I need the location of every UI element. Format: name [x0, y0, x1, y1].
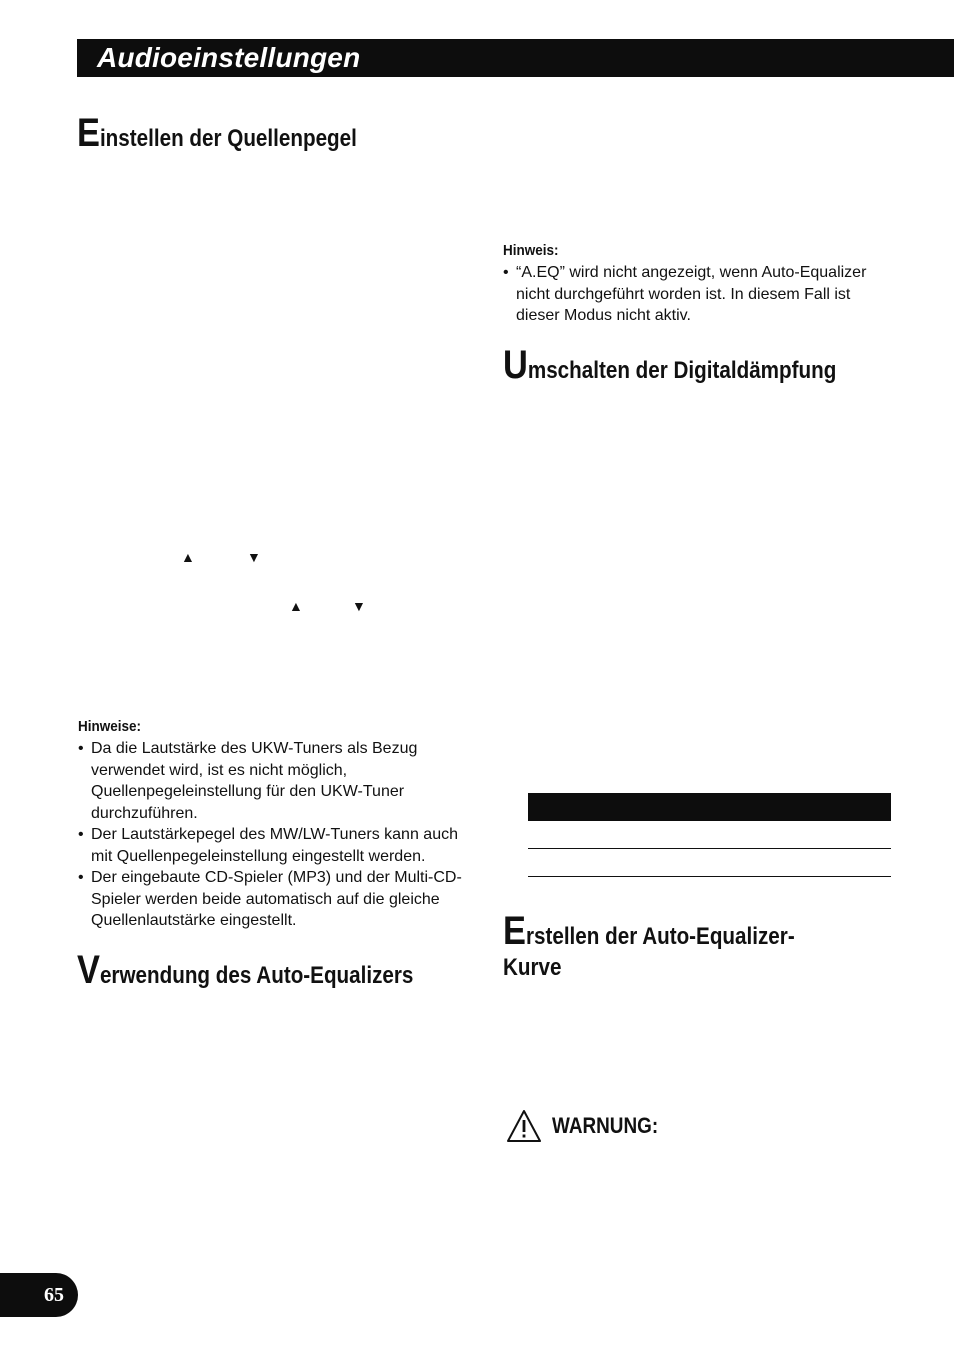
heading-text: Kurve: [503, 954, 562, 981]
heading-initial: V: [77, 948, 100, 992]
up-arrow-icon: ▲: [289, 598, 303, 614]
down-arrow-icon: ▼: [352, 598, 366, 614]
heading-initial: E: [503, 909, 526, 953]
notes-left-list: [78, 738, 470, 932]
heading-text: mschalten der Digitaldämpfung: [527, 357, 837, 384]
note-right-label: Hinweis:: [503, 242, 559, 259]
heading-text: erwendung des Auto-Equalizers: [99, 962, 414, 989]
up-arrow-icon: ▲: [181, 549, 195, 565]
warning: [506, 1108, 675, 1144]
section-heading-auto-equalizer-kurve: [503, 909, 795, 954]
heading-text: instellen der Quellenpegel: [99, 125, 357, 152]
header-bar: [77, 39, 954, 77]
warning-label: WARNUNG:: [552, 1113, 659, 1138]
warning-triangle-icon: [506, 1109, 542, 1143]
section-heading-auto-equalizer: [77, 948, 414, 993]
note-right-list: [503, 262, 883, 327]
list-item: • Da die Lautstärke des UKW-Tuners als Bezug verwendet wird, ist es nicht möglich, Quellenpegeleinstellung für den UKW-Tuner durchzuführen.: [78, 738, 470, 824]
section-heading-quellenpegel: [77, 111, 357, 156]
list-item: • Der eingebaute CD-Spieler (MP3) und der Multi-CD-Spieler werden beide automatisch auf die gleiche Quellenlautstärke eingestellt.: [78, 867, 470, 932]
page-number-tab: [0, 1273, 78, 1317]
table-divider: [528, 876, 891, 877]
heading-text: rstellen der Auto-Equalizer-: [525, 923, 795, 950]
notes-left-label: Hinweise:: [78, 718, 142, 735]
page-title: Audioeinstellungen: [97, 42, 361, 73]
table-divider: [528, 848, 891, 849]
heading-initial: E: [77, 111, 100, 155]
section-heading-line2: [503, 951, 562, 985]
down-arrow-icon: ▼: [247, 549, 261, 565]
section-heading-digitaldaempfung: [503, 343, 837, 388]
list-item: • Der Lautstärkepegel des MW/LW-Tuners kann auch mit Quellenpegeleinstellung eingestellt werden.: [78, 824, 470, 867]
table-header-bar: [528, 793, 891, 821]
page-number: 65: [44, 1284, 64, 1306]
heading-initial: U: [503, 343, 528, 387]
list-item: • “A.EQ” wird nicht angezeigt, wenn Auto-Equalizer nicht durchgeführt worden ist. In diesem Fall ist dieser Modus nicht aktiv.: [503, 262, 883, 327]
